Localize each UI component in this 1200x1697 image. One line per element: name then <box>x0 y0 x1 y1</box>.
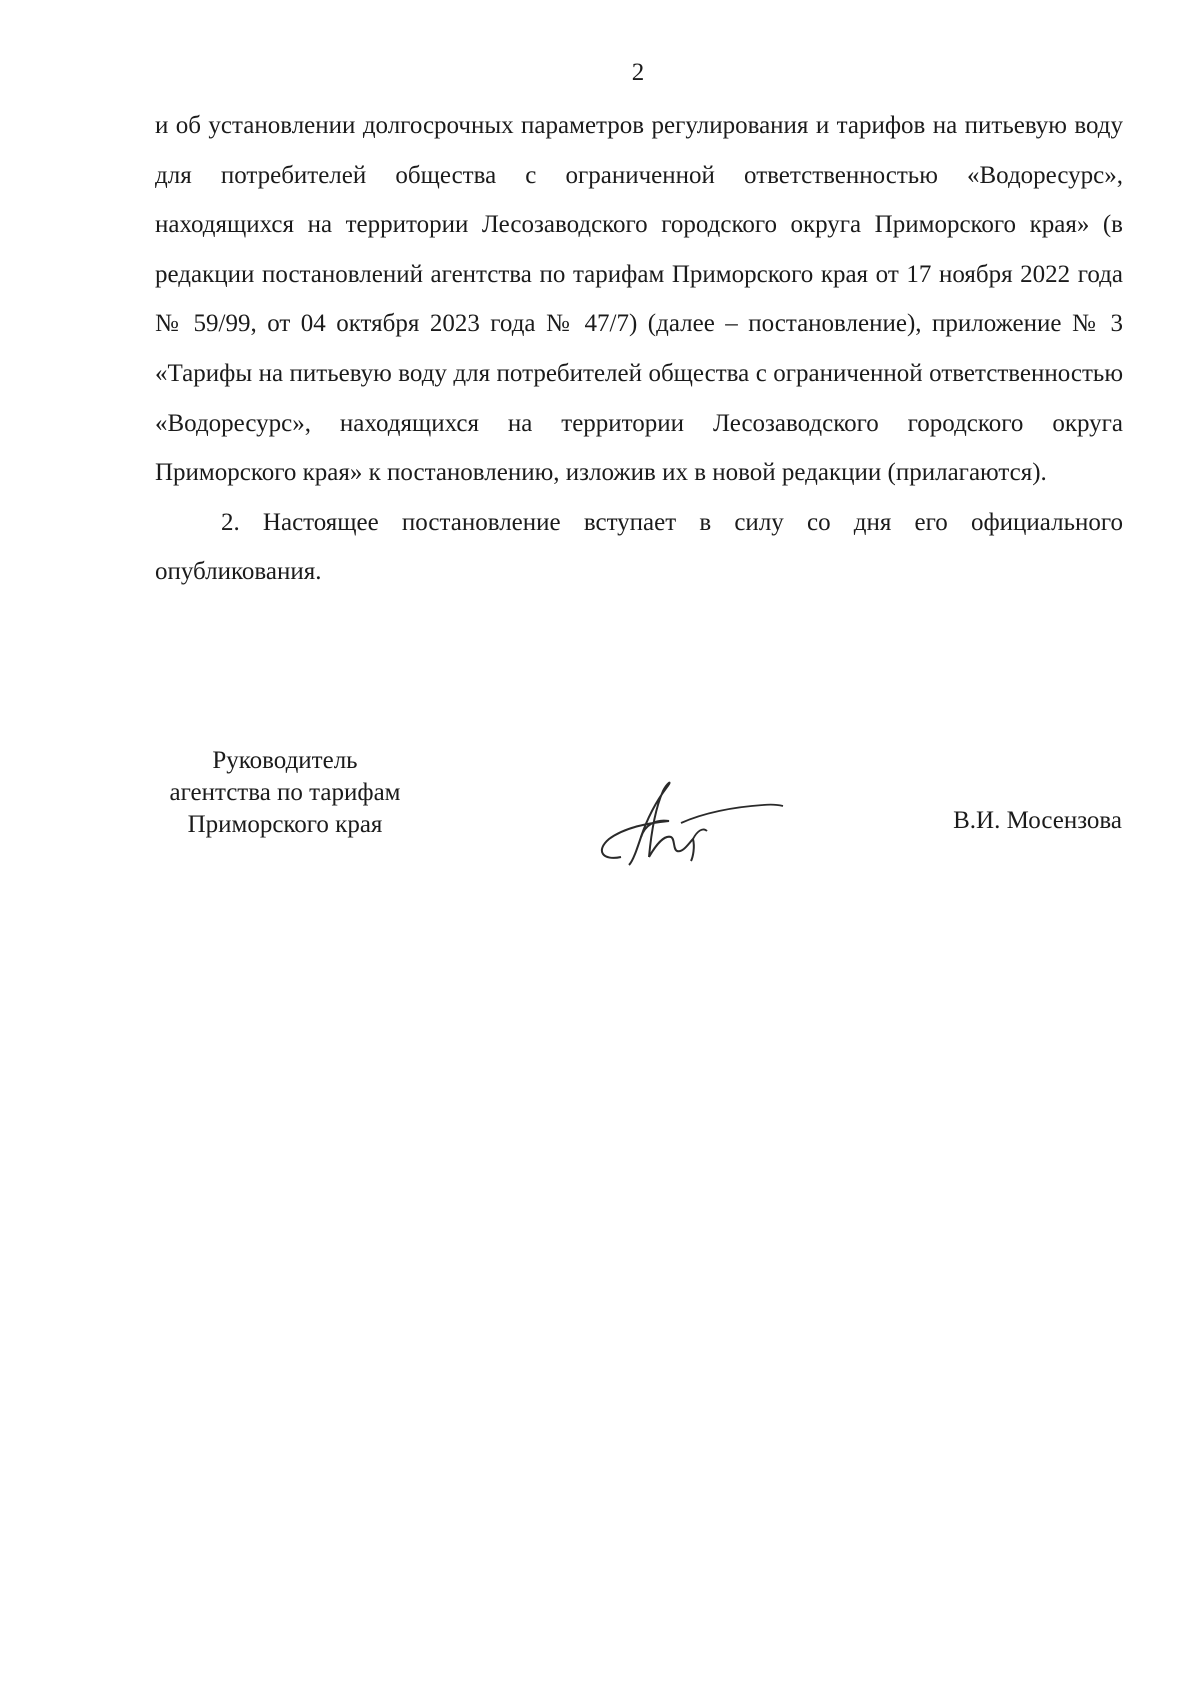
paragraph-effective-date: 2. Настоящее постановление вступает в силу со дня его официального опубликования. <box>155 508 1123 586</box>
signatory-position-line: Приморского края <box>187 811 383 838</box>
page-number: 2 <box>631 59 645 86</box>
signatory-position <box>140 745 430 841</box>
handwritten-signature <box>593 765 793 875</box>
document-body <box>155 101 1123 597</box>
signatory-name: В.И. Мосензова <box>953 807 1122 834</box>
signatory-position-line: Руководитель <box>212 747 358 774</box>
signatory-position-line: агентства по тарифам <box>169 779 401 806</box>
paragraph-amendment: и об установлении долгосрочных параметров регулирования и тарифов на питьевую воду для потребителей общества с ограниченной ответственностью «Водоресурс», находящихся на территории Лесозаводского городского округа Приморского края» (в редакции постановлений агентства по тарифам Приморского края от 17 ноября 2022 года № 59/99, от 04 октября 2023 года № 47/7) (далее – постановление), приложение № 3 «Тарифы на питьевую воду для потребителей общества с ограниченной ответственностью «Водоресурс», находящихся на территории Лесозаводского городского округа Приморского края» к постановлению, изложив их в новой редакции (прилагаются). <box>155 112 1123 487</box>
